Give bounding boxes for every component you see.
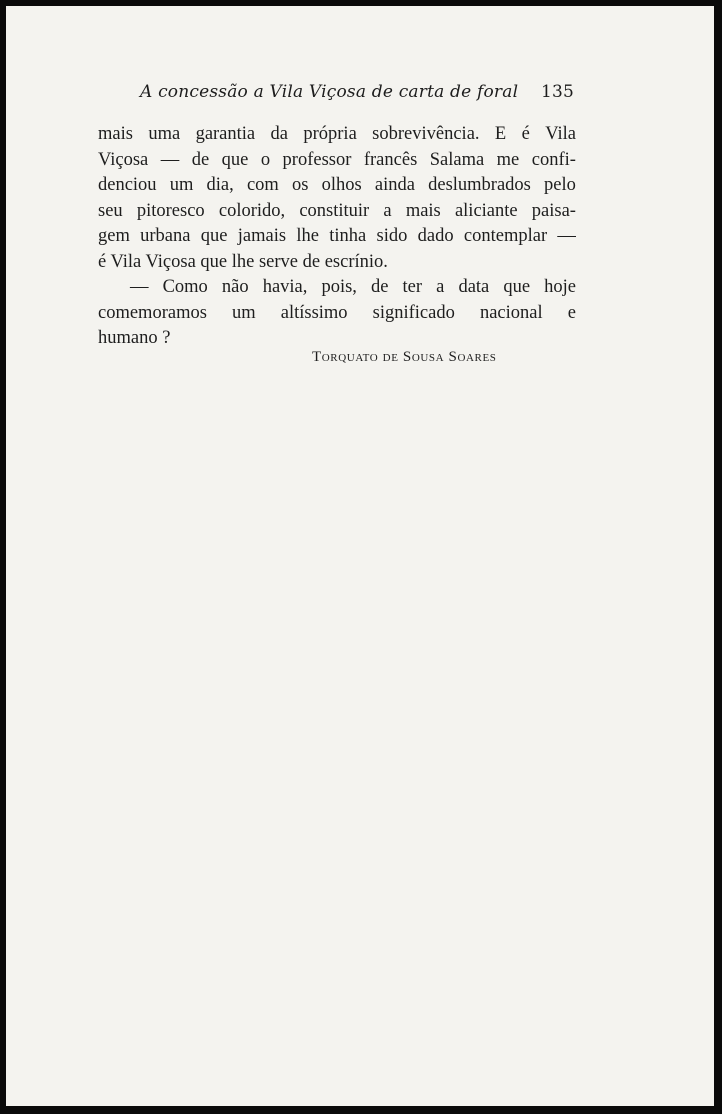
word: colorido, [218, 200, 286, 221]
word: garantia [195, 124, 256, 144]
word: sido [376, 226, 408, 246]
word: os [291, 175, 309, 195]
word: olhos [321, 175, 362, 195]
word: um [232, 302, 256, 323]
word: hoje [544, 277, 576, 297]
word: ter [402, 277, 423, 297]
word: constituir [299, 200, 370, 221]
word: dia, [206, 175, 234, 195]
word: mais [98, 124, 133, 144]
text-line [98, 122, 576, 148]
word: contemplar [463, 226, 548, 246]
word: não [221, 277, 249, 297]
word: que [503, 277, 531, 297]
word: Como [162, 277, 208, 297]
text-line [98, 173, 576, 199]
word: de [371, 277, 389, 297]
text-line: é Vila Viçosa que lhe serve de escrínio. [98, 251, 388, 272]
paragraph-2 [98, 275, 576, 352]
word: comemoramos [98, 302, 207, 323]
word: data [458, 277, 490, 297]
word: uma [148, 124, 181, 144]
word: — [130, 277, 149, 297]
word: seu [98, 200, 123, 221]
word: pois, [321, 277, 357, 297]
word: deslumbrados [428, 175, 531, 195]
word: ainda [374, 175, 415, 195]
word: que [200, 226, 228, 246]
word: é [521, 124, 530, 144]
word: altíssimo [280, 302, 348, 323]
text-line: humano ? [98, 328, 171, 348]
text-line [98, 148, 576, 174]
body-text [98, 122, 576, 352]
word: E [494, 124, 507, 144]
word: nacional [479, 302, 543, 323]
word: — [557, 226, 576, 246]
word: da [270, 124, 288, 144]
word: confi- [531, 149, 576, 170]
running-head [140, 82, 574, 102]
word: pelo [544, 175, 576, 195]
word: mais [405, 200, 441, 221]
word: pitoresco [136, 200, 205, 221]
word: lhe [296, 226, 319, 246]
word: própria [303, 124, 357, 144]
word: Salama [429, 149, 485, 170]
page-number: 135 [540, 82, 574, 102]
word: de [191, 149, 210, 170]
text-line [98, 224, 576, 250]
word: Vila [545, 124, 576, 144]
word: paisa- [531, 200, 576, 221]
text-line [98, 275, 576, 301]
word: e [567, 302, 576, 323]
word: Viçosa [98, 149, 149, 170]
running-title: A concessão a Vila Viçosa de carta de foral [140, 82, 519, 102]
word: um [169, 175, 194, 195]
word: francês [363, 149, 418, 170]
word: urbana [140, 226, 191, 246]
paragraph-1 [98, 122, 576, 275]
word: significado [372, 302, 455, 323]
word: jamais [237, 226, 287, 246]
word: a [436, 277, 445, 297]
word: gem [98, 226, 130, 246]
word: dado [417, 226, 454, 246]
word: professor [282, 149, 352, 170]
word: me [496, 149, 520, 170]
word: havia, [262, 277, 308, 297]
author-signature: Torquato de Sousa Soares [312, 349, 497, 365]
word: — [160, 149, 180, 170]
text-line [98, 301, 576, 327]
text-line [98, 199, 576, 225]
word: sobrevivência. [372, 124, 480, 144]
word: o [260, 149, 271, 170]
word: a [383, 200, 392, 221]
word: com [246, 175, 279, 195]
word: tinha [329, 226, 367, 246]
word: denciou [98, 175, 157, 195]
word: que [221, 149, 249, 170]
word: aliciante [454, 200, 518, 221]
